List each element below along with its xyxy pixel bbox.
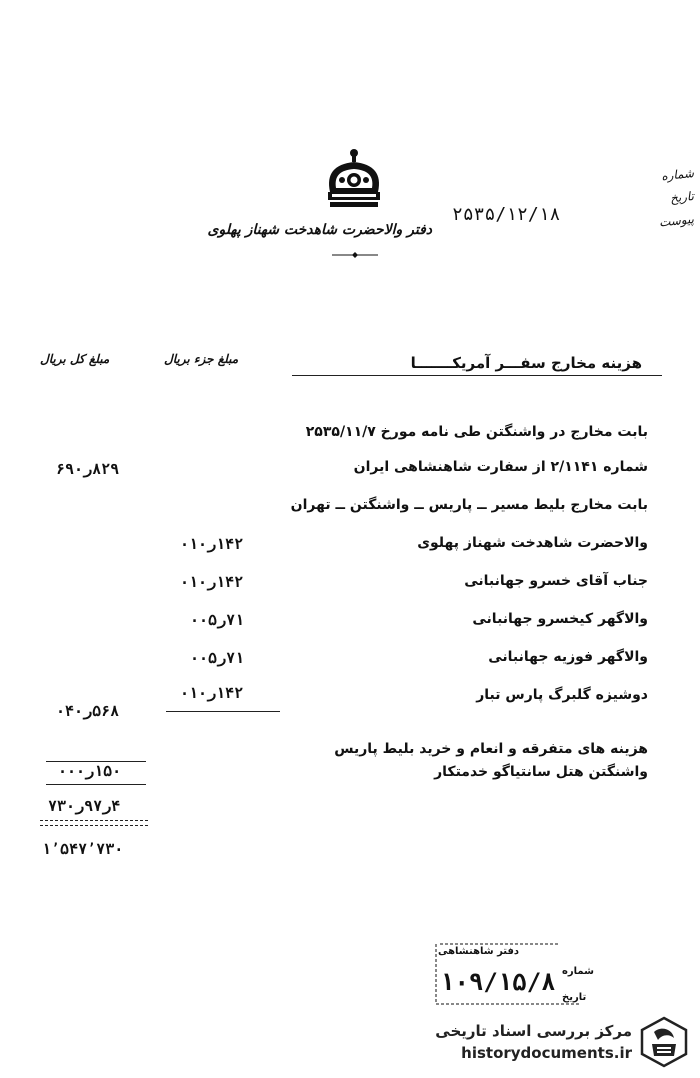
stamp-date-label: تاریخ (562, 992, 587, 1003)
stamp-number-label: شماره (562, 966, 594, 977)
misc-line-2: واشنگتن هتل سانتیاگو خدمتکار (434, 764, 648, 780)
ticket-name: والاگهر فوزیه جهانبانی (488, 649, 648, 665)
ticket-name: والاحضرت شاهدخت شهناز پهلوی (417, 535, 648, 551)
watermark-url: historydocuments.ir (461, 1044, 632, 1062)
misc-total: ۱۵۰ر۰۰۰ (58, 762, 122, 780)
ticket-name: جناب آقای خسرو جهانبانی (464, 573, 648, 589)
ticket-amount: ۱۴۲ر۰۱۰ (180, 535, 244, 553)
document-date: ۲۵۳۵/۱۲/۱۸ (452, 204, 561, 225)
attachment-label: پیوست (658, 211, 695, 230)
partial-amount-header: مبلغ جزء بریال (164, 352, 239, 366)
tickets-total: ۵۶۸ر۰۴۰ (56, 702, 120, 720)
subtotal: ۴ر۹۷ر۷۳۰ (48, 797, 121, 815)
washington-line-1: بابت مخارج در واشنگتن طی نامه مورخ ۲۵۳۵/۱۱/۷ (305, 424, 648, 440)
stamp-number: ۱۰۹/۱۵/۸ (440, 968, 556, 996)
grand-total: ۱٬۵۴۷٬۷۳۰ (42, 840, 124, 858)
office-title: دفتر والاحضرت شاهدخت شهناز پهلوی (207, 222, 432, 238)
number-label: شماره (660, 165, 695, 184)
margin-labels (654, 164, 694, 233)
ticket-amount: ۱۴۲ر۰۱۰ (180, 573, 244, 591)
crown-emblem-icon (322, 144, 386, 212)
total-amount-header: مبلغ کل بریال (40, 352, 110, 366)
washington-line-2: شماره ۲/۱۱۴۱ از سفارت شاهنشاهی ایران (353, 459, 648, 475)
expense-title: هزینه مخارج سفـــر آمریکـــــــا (410, 354, 642, 372)
tickets-title: بابت مخارج بلیط مسیر ــ پاریس ــ واشنگتن ــ تهران (290, 497, 648, 513)
double-rule (40, 820, 148, 826)
washington-total: ۸۲۹ر۶۹۰ (56, 460, 120, 478)
stamp-office: دفتر شاهنشاهی (438, 946, 520, 957)
misc-line-1: هزینه های متفرقه و انعام و خرید بلیط پاریس (334, 741, 648, 757)
ticket-amount: ۷۱ر۰۰۵ (190, 649, 245, 667)
date-label: تاریخ (669, 188, 695, 206)
ticket-amount: ۱۴۲ر۰۱۰ (180, 684, 244, 702)
archive-logo-icon (640, 1016, 688, 1068)
ticket-name: دوشیزه گلبرگ پارس تبار (476, 687, 648, 703)
watermark-name: مرکز بررسی اسناد تاریخی (435, 1022, 632, 1040)
title-underline (292, 375, 662, 376)
ticket-amount: ۷۱ر۰۰۵ (190, 611, 245, 629)
misc-bottom-rule (46, 784, 146, 785)
tickets-sum-rule (166, 711, 280, 712)
ornament-divider-icon (330, 250, 380, 260)
ticket-name: والاگهر کیخسرو جهانبانی (472, 611, 648, 627)
